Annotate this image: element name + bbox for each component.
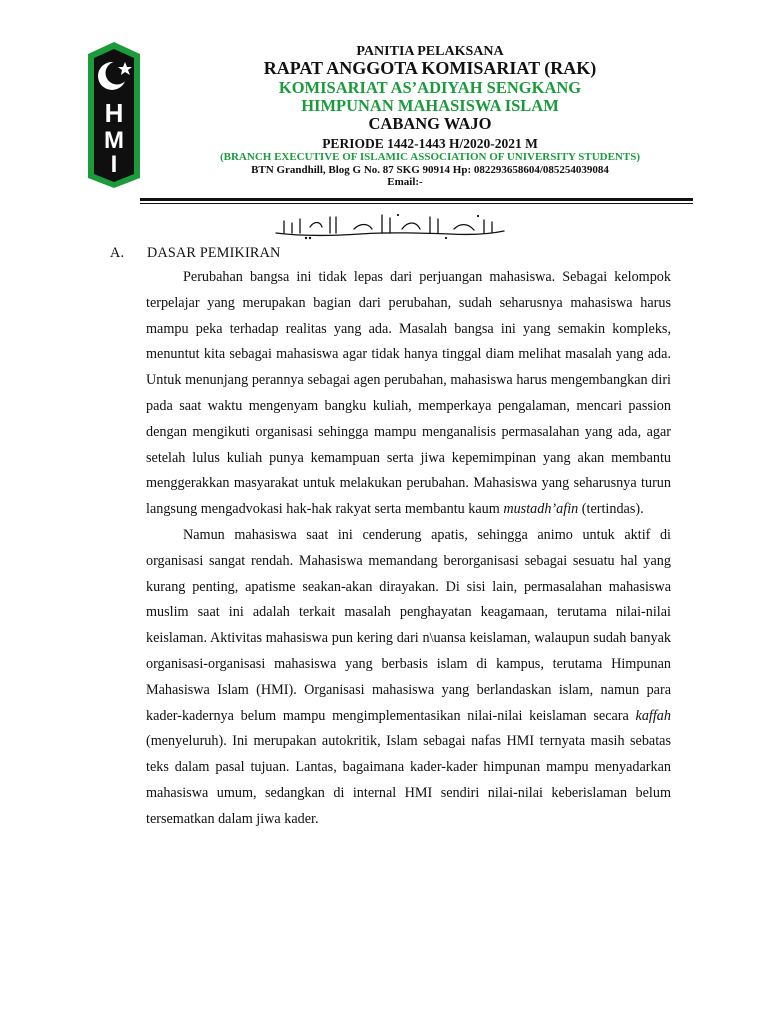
paragraph-1-italic: mustadh’afin: [503, 501, 579, 518]
paragraph-2-italic: kaffah: [635, 707, 671, 724]
paragraph-2-tail: (menyeluruh). Ini merupakan autokritik, Islam sebagai nafas HMI ternyata masih sebatas teks dalam pasal tujuan. Lantas, bagaimana kader-kader himpunan mampu menyadarkan mahasiswa umum, sedangkan di internal HMI sendiri nilai-nilai keberislaman belum tersematkan dalam jiwa kader.: [146, 733, 671, 827]
letterhead-divider: [140, 198, 693, 201]
paragraph-2: [146, 523, 671, 833]
hmi-logo-icon: [84, 40, 144, 190]
organization-name: HIMPUNAN MAHASISWA ISLAM: [301, 96, 559, 116]
letterhead: [150, 40, 710, 188]
section-heading: [110, 245, 280, 262]
letterhead-divider-thin: [140, 203, 693, 204]
paragraph-1-tail: (tertindas).: [578, 501, 644, 518]
paragraph-2-text: Namun mahasiswa saat ini cenderung apatis, sehingga animo untuk aktif di organisasi sangat rendah. Mahasiswa memandang berorganisasi sebagai sesuatu hal yang kurang penting, apatisme seakan-akan dirayakan. Di sisi lain, permasalahan mahasiswa muslim saat ini adalah terkait masalah penghayatan keagamaan, terutama nilai-nilai keislaman. Aktivitas mahasiswa pun kering dari n\uansa keislaman, walaupun sudah banyak organisasi-organisasi mahasiswa yang berbasis islam di kampus, terutama Himpunan Mahasiswa Islam (HMI). Organisasi mahasiswa yang berlandaskan islam, namun para kader-kadernya belum mampu mengimplementasikan nilai-nilai keislaman secara: [146, 526, 671, 724]
email-line: Email:-: [387, 175, 423, 188]
section-body: [146, 265, 671, 833]
commissariat-name: KOMISARIAT AS’ADIYAH SENGKANG: [278, 78, 582, 98]
section-title: DASAR PEMIKIRAN: [147, 245, 281, 261]
paragraph-1: [146, 265, 671, 523]
basmalah-icon: [270, 209, 510, 241]
logo-letter-i: I: [110, 151, 118, 178]
section-number: A.: [110, 245, 125, 261]
logo-letter-h: H: [104, 98, 124, 128]
paragraph-1-text: Perubahan bangsa ini tidak lepas dari perjuangan mahasiswa. Sebagai kelompok terpelajar yang merupakan bagian dari perubahan, sudah seharusnya mahasiswa harus mampu peka terhadap realitas yang ada. Masalah bangsa ini yang semakin kompleks, menuntut kita sebagai mahasiswa agar tidak hanya tinggal diam melihat masalah yang ada. Untuk menunjang perannya sebagai agen perubahan, mahasiswa harus mengembangkan diri pada saat waktu mengenyam bangku kuliah, memperkaya pengalaman, mencari passion dengan mengikuti organisasi sehingga mampu menganalisis permasalahan yang ada, agar setelah lulus kuliah punya kemampuan serta jiwa kepemimpinan yang akan membantu menggerakkan masyarakat untuk melakukan perubahan. Mahasiswa yang seharusnya turun langsung mengadvokasi hak-hak rakyat serta membantu kaum: [146, 269, 671, 518]
event-title: RAPAT ANGGOTA KOMISARIAT (RAK): [263, 58, 597, 79]
committee-title: PANITIA PELAKSANA: [356, 44, 504, 59]
branch-name: CABANG WAJO: [368, 114, 492, 134]
branch-english: (BRANCH EXECUTIVE OF ISLAMIC ASSOCIATION OF UNIVERSITY STUDENTS): [219, 151, 640, 164]
period: PERIODE 1442-1443 H/2020-2021 M: [322, 135, 538, 151]
address-line: BTN Grandhill, Blog G No. 87 SKG 90914 Hp: 082293658604/085254039084: [251, 163, 609, 176]
logo-letter-m: M: [104, 127, 124, 154]
